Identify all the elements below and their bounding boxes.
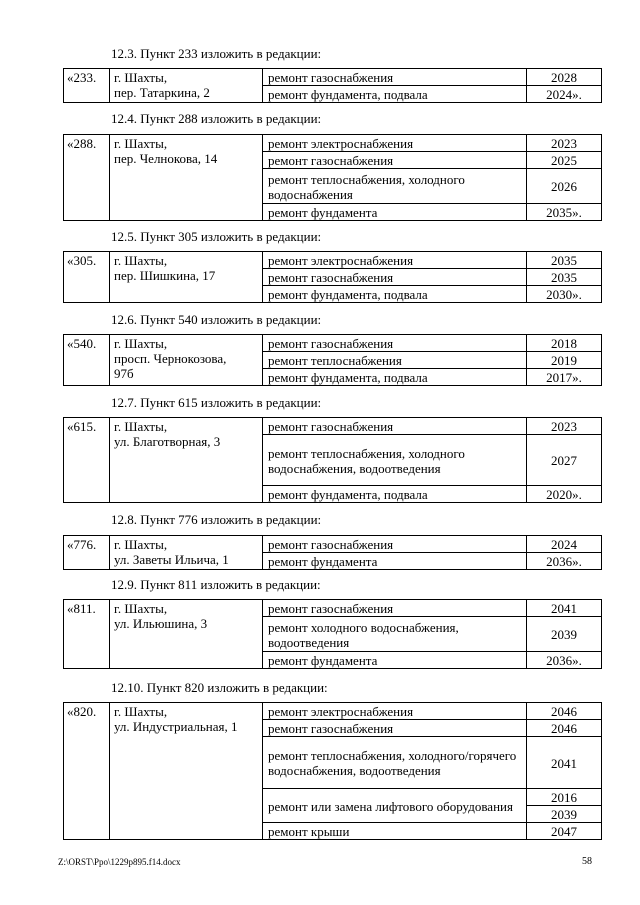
address-line: пер. Челнокова, 14	[114, 151, 218, 166]
work-cell: ремонт электроснабжения	[263, 252, 527, 269]
address-line: г. Шахты,	[114, 336, 168, 351]
work-cell: ремонт холодного водоснабжения, водоотведения	[263, 617, 527, 652]
year-cell: 2017».	[527, 369, 602, 386]
page-number: 58	[582, 856, 592, 867]
year-cell: 2039	[527, 806, 602, 823]
item-number: «305.	[64, 252, 110, 303]
works-table	[63, 251, 602, 303]
work-cell: ремонт фундамента, подвала	[263, 369, 527, 386]
works-table	[63, 417, 602, 503]
item-number: «615.	[64, 418, 110, 503]
year-cell: 2020».	[527, 486, 602, 503]
year-cell: 2041	[527, 600, 602, 617]
year-cell: 2047	[527, 823, 602, 840]
address-line: г. Шахты,	[114, 601, 168, 616]
item-number: «233.	[64, 69, 110, 103]
work-cell: ремонт фундамента	[263, 204, 527, 221]
year-cell: 2016	[527, 789, 602, 806]
item-number: «776.	[64, 536, 110, 570]
work-cell: ремонт или замена лифтового оборудования	[263, 789, 527, 823]
year-cell: 2039	[527, 617, 602, 652]
work-cell: ремонт газоснабжения	[263, 418, 527, 435]
works-table	[63, 68, 602, 103]
work-cell: ремонт газоснабжения	[263, 600, 527, 617]
item-number: «811.	[64, 600, 110, 669]
item-number: «288.	[64, 135, 110, 221]
year-cell: 2036».	[527, 553, 602, 570]
footer-file-path: Z:\ORST\Ppo\1229p895.f14.docx	[58, 857, 181, 867]
work-cell: ремонт газоснабжения	[263, 720, 527, 737]
address-cell	[110, 536, 263, 570]
address-line: г. Шахты,	[114, 537, 168, 552]
address-cell	[110, 69, 263, 103]
year-cell: 2035	[527, 269, 602, 286]
address-line: ул. Ильюшина, 3	[114, 616, 208, 631]
address-cell	[110, 252, 263, 303]
work-cell: ремонт теплоснабжения, холодного водоснабжения, водоотведения	[263, 435, 527, 486]
address-line: г. Шахты,	[114, 419, 168, 434]
year-cell: 2036».	[527, 652, 602, 669]
work-cell: ремонт теплоснабжения	[263, 352, 527, 369]
work-cell: ремонт электроснабжения	[263, 703, 527, 720]
year-cell: 2025	[527, 152, 602, 169]
section-heading: 12.6. Пункт 540 изложить в редакции:	[111, 312, 322, 327]
address-line: ул. Заветы Ильича, 1	[114, 552, 229, 567]
year-cell: 2041	[527, 737, 602, 789]
address-line: г. Шахты,	[114, 136, 168, 151]
work-cell: ремонт газоснабжения	[263, 269, 527, 286]
section-heading: 12.3. Пункт 233 изложить в редакции:	[111, 46, 322, 61]
year-cell: 2035».	[527, 204, 602, 221]
works-table	[63, 134, 602, 221]
works-table	[63, 535, 602, 570]
work-cell: ремонт фундамента	[263, 652, 527, 669]
work-cell: ремонт газоснабжения	[263, 69, 527, 86]
year-cell: 2035	[527, 252, 602, 269]
address-line: пер. Татаркина, 2	[114, 85, 210, 100]
section-heading: 12.8. Пункт 776 изложить в редакции:	[111, 512, 322, 527]
work-cell: ремонт газоснабжения	[263, 335, 527, 352]
year-cell: 2024	[527, 536, 602, 553]
address-line: пер. Шишкина, 17	[114, 268, 216, 283]
address-cell	[110, 600, 263, 669]
address-cell	[110, 703, 263, 840]
work-cell: ремонт газоснабжения	[263, 536, 527, 553]
section-heading: 12.10. Пункт 820 изложить в редакции:	[111, 680, 328, 695]
section-heading: 12.7. Пункт 615 изложить в редакции:	[111, 395, 322, 410]
work-cell: ремонт фундамента	[263, 553, 527, 570]
address-line: ул. Индустриальная, 1	[114, 719, 238, 734]
works-table	[63, 334, 602, 386]
year-cell: 2046	[527, 720, 602, 737]
address-line: г. Шахты,	[114, 70, 168, 85]
address-cell	[110, 335, 263, 386]
year-cell: 2026	[527, 169, 602, 204]
address-line: г. Шахты,	[114, 253, 168, 268]
year-cell: 2023	[527, 418, 602, 435]
address-line: ул. Благотворная, 3	[114, 434, 221, 449]
address-cell	[110, 135, 263, 221]
work-cell: ремонт фундамента, подвала	[263, 486, 527, 503]
work-cell: ремонт электроснабжения	[263, 135, 527, 152]
work-cell: ремонт фундамента, подвала	[263, 286, 527, 303]
year-cell: 2023	[527, 135, 602, 152]
year-cell: 2024».	[527, 86, 602, 103]
address-line: просп. Чернокозова,	[114, 351, 227, 366]
year-cell: 2030».	[527, 286, 602, 303]
year-cell: 2018	[527, 335, 602, 352]
item-number: «820.	[64, 703, 110, 840]
year-cell: 2027	[527, 435, 602, 486]
works-table	[63, 599, 602, 669]
address-line: 97б	[114, 366, 134, 381]
section-heading: 12.9. Пункт 811 изложить в редакции:	[111, 577, 321, 592]
section-heading: 12.4. Пункт 288 изложить в редакции:	[111, 111, 322, 126]
year-cell: 2046	[527, 703, 602, 720]
item-number: «540.	[64, 335, 110, 386]
address-line: г. Шахты,	[114, 704, 168, 719]
work-cell: ремонт газоснабжения	[263, 152, 527, 169]
work-cell: ремонт теплоснабжения, холодного/горячего водоснабжения, водоотведения	[263, 737, 527, 789]
work-cell: ремонт фундамента, подвала	[263, 86, 527, 103]
address-cell	[110, 418, 263, 503]
year-cell: 2028	[527, 69, 602, 86]
section-heading: 12.5. Пункт 305 изложить в редакции:	[111, 229, 322, 244]
works-table	[63, 702, 602, 840]
work-cell: ремонт крыши	[263, 823, 527, 840]
work-cell: ремонт теплоснабжения, холодного водоснабжения	[263, 169, 527, 204]
year-cell: 2019	[527, 352, 602, 369]
